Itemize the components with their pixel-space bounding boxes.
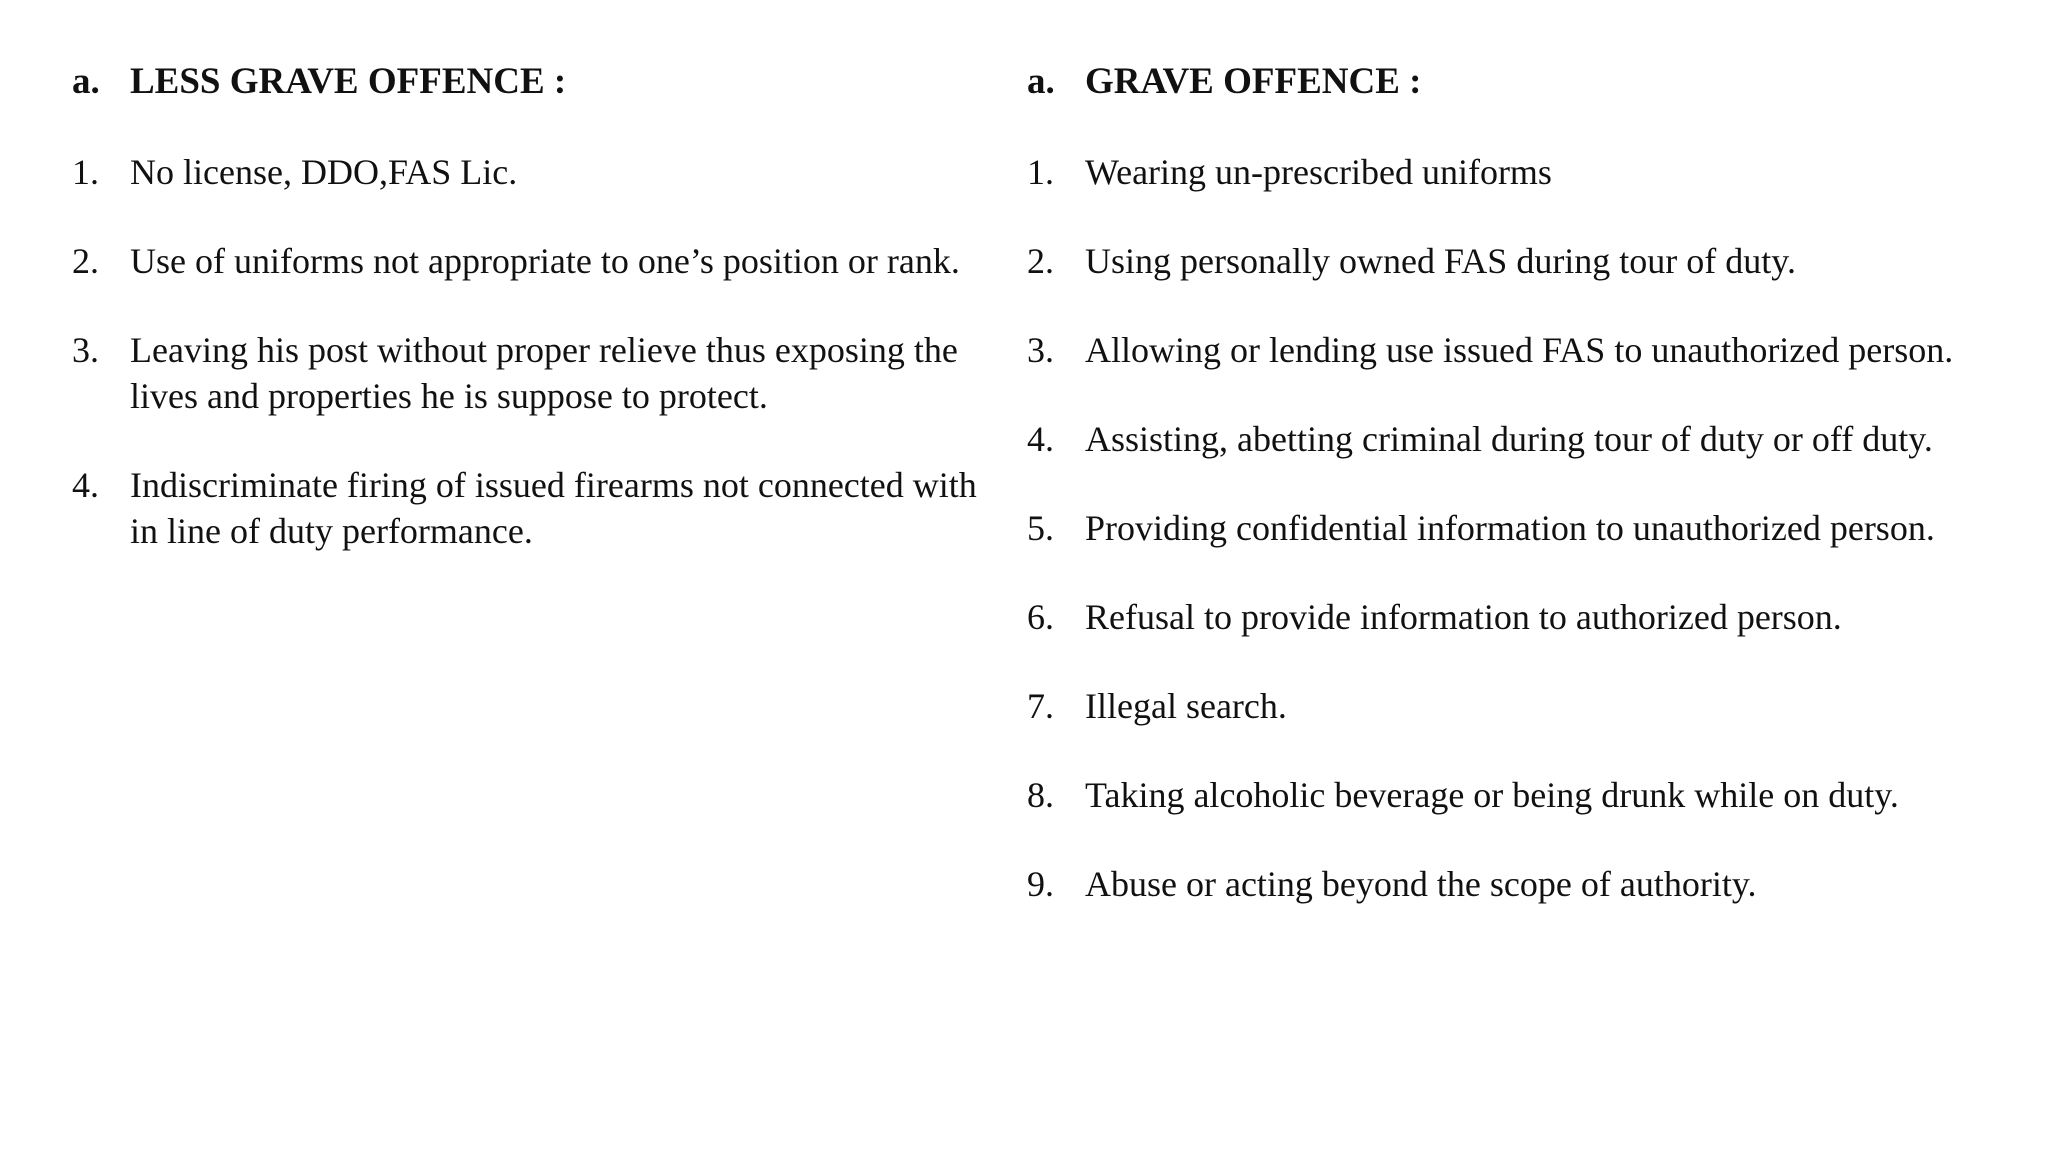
heading-text: LESS GRAVE OFFENCE : — [130, 61, 567, 102]
list-item — [72, 238, 1012, 284]
list-item-number: 6. — [1027, 597, 1054, 637]
list-item — [1027, 327, 2027, 373]
list-item — [1027, 861, 2027, 907]
list-item-number: 3. — [72, 330, 99, 370]
grave-offence-column — [1027, 58, 2027, 907]
list-item-text: Assisting, abetting criminal during tour of duty or off duty. — [1085, 419, 1933, 459]
heading-text: GRAVE OFFENCE : — [1085, 61, 1422, 102]
list-item-text: Illegal search. — [1085, 686, 1287, 726]
list-item-number: 4. — [72, 465, 99, 505]
list-item-text: Indiscriminate firing of issued firearms not connected with in line of duty performance. — [130, 465, 977, 551]
list-item — [1027, 683, 2027, 729]
less-grave-offence-column — [72, 58, 1012, 554]
list-item-number: 5. — [1027, 508, 1054, 548]
list-item-text: Using personally owned FAS during tour of duty. — [1085, 241, 1796, 281]
list-item-text: Abuse or acting beyond the scope of authority. — [1085, 864, 1757, 904]
list-item-number: 8. — [1027, 775, 1054, 815]
list-item-text: Refusal to provide information to authorized person. — [1085, 597, 1842, 637]
list-item-number: 7. — [1027, 686, 1054, 726]
list-item-number: 4. — [1027, 419, 1054, 459]
list-item-number: 2. — [1027, 241, 1054, 281]
list-item-number: 1. — [72, 152, 99, 192]
list-item-number: 1. — [1027, 152, 1054, 192]
list-item-number: 9. — [1027, 864, 1054, 904]
list-item — [1027, 238, 2027, 284]
list-item — [1027, 594, 2027, 640]
grave-offence-list — [1027, 149, 2027, 907]
list-item — [1027, 416, 2027, 462]
list-item-text: Leaving his post without proper relieve thus exposing the lives and properties he is suppose to protect. — [130, 330, 958, 416]
heading-marker: a. — [1027, 61, 1055, 102]
less-grave-offence-heading — [72, 58, 1012, 106]
list-item-text: No license, DDO,FAS Lic. — [130, 152, 518, 192]
list-item — [1027, 505, 2027, 551]
list-item-text: Wearing un-prescribed uniforms — [1085, 152, 1552, 192]
list-item — [72, 327, 1012, 419]
list-item — [1027, 772, 2027, 818]
list-item — [72, 149, 1012, 195]
heading-marker: a. — [72, 61, 100, 102]
list-item-text: Use of uniforms not appropriate to one’s position or rank. — [130, 241, 960, 281]
list-item — [72, 462, 1012, 554]
less-grave-offence-list — [72, 149, 1012, 554]
list-item-text: Allowing or lending use issued FAS to unauthorized person. — [1085, 330, 1954, 370]
grave-offence-heading — [1027, 58, 2027, 106]
list-item — [1027, 149, 2027, 195]
list-item-number: 2. — [72, 241, 99, 281]
list-item-text: Providing confidential information to unauthorized person. — [1085, 508, 1935, 548]
list-item-text: Taking alcoholic beverage or being drunk while on duty. — [1085, 775, 1899, 815]
list-item-number: 3. — [1027, 330, 1054, 370]
